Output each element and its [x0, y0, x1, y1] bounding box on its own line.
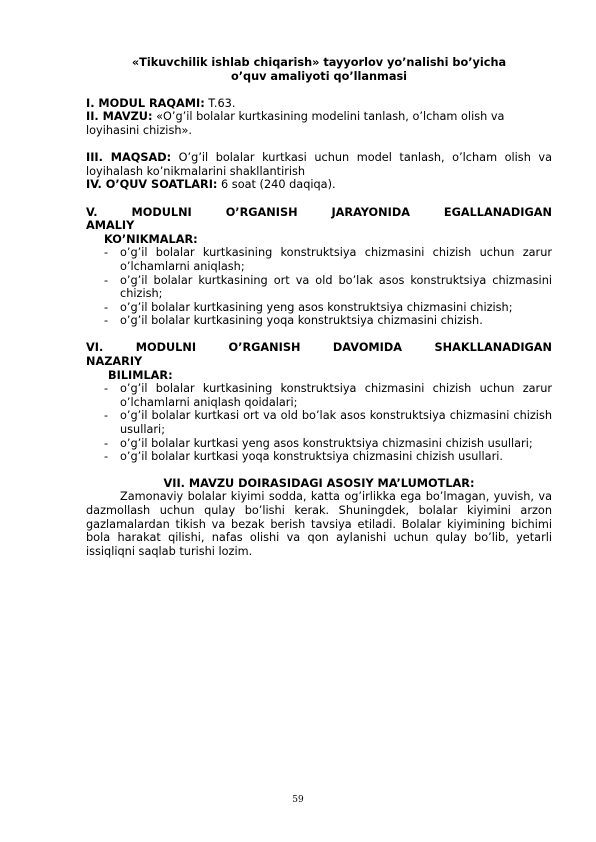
section5-word: O’RGANISH — [225, 205, 298, 219]
section5-word: EGALLANADIGAN — [443, 205, 552, 219]
section6-line2: NAZARIY — [86, 355, 143, 369]
section5-heading — [86, 206, 552, 220]
list-item: - o’g’il bolalar kurtkasining ort va old bo’lak asos konstruktsiya chizmasini chizish; — [86, 274, 552, 301]
section6-list — [86, 382, 552, 464]
mavzu-line — [86, 110, 552, 137]
section7-paragraph: Zamonaviy bolalar kiyimi sodda, katta og’irlikka ega bo’lmagan, yuvish, va dazmollash uchun qulay bo’lishi kerak. Shuningdek, bolalar kiyimini arzon gazlamalardan tikish va bezak berish tavsiya etiladi. Bolalar kiyimining bichimi bola harakat qilishi, nafas olishi va qon aylanishi uchun qulay bo’lib, yetarli issiqliqni saqlab turishi lozim. — [86, 490, 552, 558]
maqsad-line — [86, 151, 552, 178]
list-item: - o’g’il bolalar kurtkasining konstruktsiya chizmasini chizish uchun zarur o’lchamlarni aniqlash; — [86, 246, 552, 273]
document-page — [86, 56, 552, 558]
section6-word: DAVOMIDA — [332, 341, 402, 355]
list-item: - o’g’il bolalar kurtkasining yoqa konstruktsiya chizmasini chizish. — [86, 314, 552, 328]
mavzu-label: II. MAVZU: — [86, 110, 153, 124]
title-line-2: o’quv amaliyoti qo’llanmasi — [230, 69, 408, 83]
section5-word: MODULNI — [131, 205, 192, 219]
list-item: - o’g’il bolalar kurtkasi yeng asos konstruktsiya chizmasini chizish usullari; — [86, 437, 552, 451]
section6-line3: BILIMLAR: — [108, 368, 173, 382]
soat-label: IV. O’QUV SOATLARI: — [86, 178, 218, 192]
section6-word: MODULNI — [135, 341, 197, 355]
maqsad-value: O’g’il bolalar kurtkasi uchun model tanlash, o’lcham olish va loyihalash ko’nikmalarini shakllantirish — [86, 151, 552, 178]
maqsad-label: III. MAQSAD: — [86, 151, 172, 165]
section6-word: SHAKLLANADIGAN — [434, 341, 552, 355]
list-item: - o’g’il bolalar kurtkasi ort va old bo’lak asos konstruktsiya chizmasini chizish usullari; — [86, 409, 552, 436]
document-title — [86, 56, 552, 83]
modul-label: I. MODUL RAQAMI: — [86, 96, 205, 110]
section5-line2: AMALIY — [86, 219, 135, 233]
list-item: - o’g’il bolalar kurtkasi yoqa konstruktsiya chizmasini chizish usullari. — [86, 450, 552, 464]
section6-word: O’RGANISH — [228, 341, 301, 355]
section7-title: VII. MAVZU DOIRASIDAGI ASOSIY MA’LUMOTLAR: — [163, 476, 475, 490]
page-number: 59 — [292, 795, 304, 805]
soat-value: 6 soat (240 daqiqa). — [217, 178, 336, 192]
title-line-1: «Tikuvchilik ishlab chiqarish» tayyorlov yo’nalishi bo’yicha — [131, 56, 507, 69]
soat-line — [86, 178, 552, 192]
modul-value: T.63. — [204, 96, 236, 110]
modul-line — [86, 97, 552, 111]
section5-list — [86, 246, 552, 328]
section6-word: VI. — [86, 341, 104, 355]
section5-word: V. — [86, 205, 98, 219]
section6-heading — [86, 341, 552, 355]
list-item: - o’g’il bolalar kurtkasining konstruktsiya chizmasini chizish uchun zarur o’lchamlarni aniqlash qoidalari; — [86, 382, 552, 409]
list-item: - o’g’il bolalar kurtkasining yeng asos konstruktsiya chizmasini chizish; — [86, 301, 552, 315]
section5-word: JARAYONIDA — [331, 205, 410, 219]
mavzu-value: «O’g’il bolalar kurtkasining modelini tanlash, o’lcham olish va loyihasini chizish». — [86, 110, 505, 137]
section5-line3: KO’NIKMALAR: — [104, 232, 198, 246]
